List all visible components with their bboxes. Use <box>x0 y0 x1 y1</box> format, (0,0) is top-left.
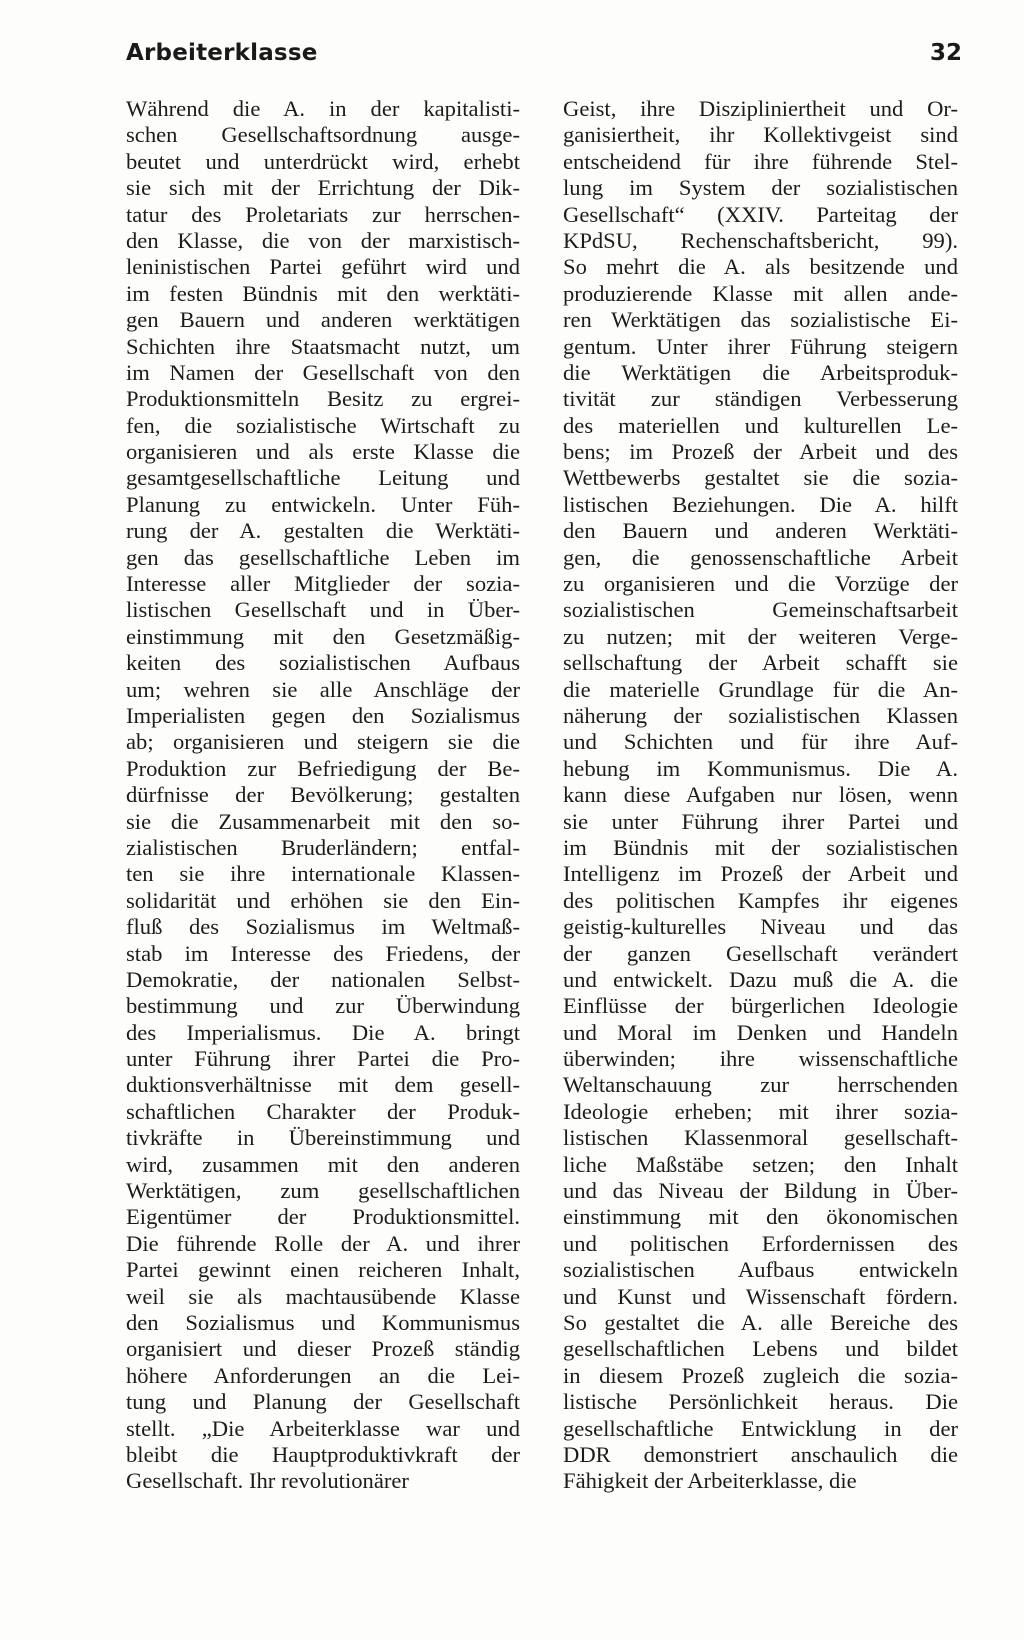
text-line: gen, die genossenschaftliche Arbeit <box>563 544 958 570</box>
text-line: Werktätigen, zum gesellschaftlichen <box>126 1178 520 1204</box>
text-line: schaftlichen Charakter der Produk- <box>126 1098 520 1124</box>
text-line: duktionsverhältnisse mit dem gesell- <box>126 1072 520 1098</box>
text-line: des materiellen und kulturellen Le- <box>563 412 958 438</box>
text-line: beutet und unterdrückt wird, erhebt <box>126 148 520 174</box>
text-line: Intelligenz im Prozeß der Arbeit und <box>563 861 958 887</box>
text-line: des politischen Kampfes ihr eigenes <box>563 887 958 913</box>
text-line: des Imperialismus. Die A. bringt <box>126 1019 520 1045</box>
text-line: listische Persönlichkeit heraus. Die <box>563 1389 958 1415</box>
text-line: Gesellschaft“ (XXIV. Parteitag der <box>563 201 958 227</box>
text-line: organisiert und dieser Prozeß ständig <box>126 1336 520 1362</box>
text-line: zu nutzen; mit der weiteren Verge- <box>563 623 958 649</box>
text-line: KPdSU, Rechenschaftsbericht, 99). <box>563 227 958 253</box>
text-line: im Bündnis mit der sozialistischen <box>563 834 958 860</box>
text-line: sie die Zusammenarbeit mit den so- <box>126 808 520 834</box>
running-head-title: Arbeiterklasse <box>126 40 318 66</box>
text-line: ab; organisieren und steigern sie die <box>126 729 520 755</box>
text-line: DDR demonstriert anschaulich die <box>563 1441 958 1467</box>
text-line: fluß des Sozialismus im Weltmaß- <box>126 914 520 940</box>
text-line: überwinden; ihre wissenschaftliche <box>563 1046 958 1072</box>
text-line: Eigentümer der Produktionsmittel. <box>126 1204 520 1230</box>
text-line: und Moral im Denken und Handeln <box>563 1019 958 1045</box>
text-line: unter Führung ihrer Partei die Pro- <box>126 1046 520 1072</box>
text-line: den Klasse, die von der marxistisch- <box>126 227 520 253</box>
text-line: den Sozialismus und Kommunismus <box>126 1309 520 1335</box>
text-line: Interesse aller Mitglieder der sozia- <box>126 571 520 597</box>
text-line: näherung der sozialistischen Klassen <box>563 702 958 728</box>
text-line: listischen Gesellschaft und in Über- <box>126 597 520 623</box>
text-line: leninistischen Partei geführt wird und <box>126 254 520 280</box>
text-line: sozialistischen Gemeinschaftsarbeit <box>563 597 958 623</box>
text-line: Produktion zur Befriedigung der Be- <box>126 755 520 781</box>
text-line: gen das gesellschaftliche Leben im <box>126 544 520 570</box>
text-line: bestimmung und zur Überwindung <box>126 993 520 1019</box>
text-line: sie unter Führung ihrer Partei und <box>563 808 958 834</box>
text-line: die materielle Grundlage für die An- <box>563 676 958 702</box>
text-line: Partei gewinnt einen reicheren Inhalt, <box>126 1257 520 1283</box>
text-line: einstimmung mit den ökonomischen <box>563 1204 958 1230</box>
text-line: Imperialisten gegen den Sozialismus <box>126 702 520 728</box>
text-line: ten sie ihre internationale Klassen- <box>126 861 520 887</box>
text-line: fen, die sozialistische Wirtschaft zu <box>126 412 520 438</box>
text-line: hebung im Kommunismus. Die A. <box>563 755 958 781</box>
text-line: weil sie als machtausübende Klasse <box>126 1283 520 1309</box>
text-line: Die führende Rolle der A. und ihrer <box>126 1230 520 1256</box>
text-line: und Kunst und Wissenschaft fördern. <box>563 1283 958 1309</box>
text-line: Planung zu entwickeln. Unter Füh- <box>126 491 520 517</box>
text-line: Demokratie, der nationalen Selbst- <box>126 966 520 992</box>
text-line: und Schichten und für ihre Auf- <box>563 729 958 755</box>
text-line: zialistischen Bruderländern; entfal- <box>126 834 520 860</box>
text-line: einstimmung mit den Gesetzmäßig- <box>126 623 520 649</box>
text-line: in diesem Prozeß zugleich die sozia- <box>563 1362 958 1388</box>
text-line: bleibt die Hauptproduktivkraft der <box>126 1441 520 1467</box>
text-line: zu organisieren und die Vorzüge der <box>563 571 958 597</box>
text-line: gesellschaftliche Entwicklung in der <box>563 1415 958 1441</box>
text-line: organisieren und als erste Klasse die <box>126 439 520 465</box>
text-line: Weltanschauung zur herrschenden <box>563 1072 958 1098</box>
text-line: Einflüsse der bürgerlichen Ideologie <box>563 993 958 1019</box>
text-line: keiten des sozialistischen Aufbaus <box>126 650 520 676</box>
right-text-column <box>563 96 958 1495</box>
text-line: gentum. Unter ihrer Führung steigern <box>563 333 958 359</box>
text-line: Geist, ihre Diszipliniertheit und Or- <box>563 96 958 121</box>
text-line: So gestaltet die A. alle Bereiche des <box>563 1309 958 1335</box>
text-line: gesamtgesellschaftliche Leitung und <box>126 465 520 491</box>
text-line: die Werktätigen die Arbeitsproduk- <box>563 359 958 385</box>
text-line: solidarität und erhöhen sie den Ein- <box>126 887 520 913</box>
text-line: entscheidend für ihre führende Stel- <box>563 148 958 174</box>
text-line: liche Maßstäbe setzen; den Inhalt <box>563 1151 958 1177</box>
text-line: wird, zusammen mit den anderen <box>126 1151 520 1177</box>
left-text-column <box>126 96 520 1495</box>
text-line: listischen Klassenmoral gesellschaft- <box>563 1125 958 1151</box>
text-line: tatur des Proletariats zur herrschen- <box>126 201 520 227</box>
text-line: Während die A. in der kapitalisti- <box>126 96 520 121</box>
text-line: listischen Beziehungen. Die A. hilft <box>563 491 958 517</box>
page-number: 32 <box>929 40 962 66</box>
text-line: stab im Interesse des Friedens, der <box>126 940 520 966</box>
text-line: stellt. „Die Arbeiterklasse war und <box>126 1415 520 1441</box>
text-line: gesellschaftlichen Lebens und bildet <box>563 1336 958 1362</box>
text-line: und entwickelt. Dazu muß die A. die <box>563 966 958 992</box>
text-line: den Bauern und anderen Werktäti- <box>563 518 958 544</box>
text-line: geistig-kulturelles Niveau und das <box>563 914 958 940</box>
text-line: sie sich mit der Errichtung der Dik- <box>126 175 520 201</box>
text-line: ren Werktätigen das sozialistische Ei- <box>563 307 958 333</box>
text-line: Schichten ihre Staatsmacht nutzt, um <box>126 333 520 359</box>
text-line: lung im System der sozialistischen <box>563 175 958 201</box>
text-line: produzierende Klasse mit allen ande- <box>563 280 958 306</box>
text-line: Produktionsmitteln Besitz zu ergrei- <box>126 386 520 412</box>
text-line: Ideologie erheben; mit ihrer sozia- <box>563 1098 958 1124</box>
text-line: tivität zur ständigen Verbesserung <box>563 386 958 412</box>
text-line: und politischen Erfordernissen des <box>563 1230 958 1256</box>
text-line: sozialistischen Aufbaus entwickeln <box>563 1257 958 1283</box>
text-line: ganisiertheit, ihr Kollektivgeist sind <box>563 122 958 148</box>
text-line: und das Niveau der Bildung in Über- <box>563 1178 958 1204</box>
text-line: im Namen der Gesellschaft von den <box>126 359 520 385</box>
text-line: tung und Planung der Gesellschaft <box>126 1389 520 1415</box>
text-line: schen Gesellschaftsordnung ausge- <box>126 122 520 148</box>
text-line: bens; im Prozeß der Arbeit und des <box>563 439 958 465</box>
text-line: Wettbewerbs gestaltet sie die sozia- <box>563 465 958 491</box>
text-line: Gesellschaft. Ihr revolutionärer <box>126 1468 409 1494</box>
text-line: kann diese Aufgaben nur lösen, wenn <box>563 782 958 808</box>
text-line: gen Bauern und anderen werktätigen <box>126 307 520 333</box>
text-line: dürfnisse der Bevölkerung; gestalten <box>126 782 520 808</box>
text-line: höhere Anforderungen an die Lei- <box>126 1362 520 1388</box>
text-line: sellschaftung der Arbeit schafft sie <box>563 650 958 676</box>
text-line: der ganzen Gesellschaft verändert <box>563 940 958 966</box>
text-line: tivkräfte in Übereinstimmung und <box>126 1125 520 1151</box>
text-line: Fähigkeit der Arbeiterklasse, die <box>563 1468 857 1494</box>
text-line: um; wehren sie alle Anschläge der <box>126 676 520 702</box>
text-line: im festen Bündnis mit den werktäti- <box>126 280 520 306</box>
text-line: rung der A. gestalten die Werktäti- <box>126 518 520 544</box>
text-line: So mehrt die A. als besitzende und <box>563 254 958 280</box>
